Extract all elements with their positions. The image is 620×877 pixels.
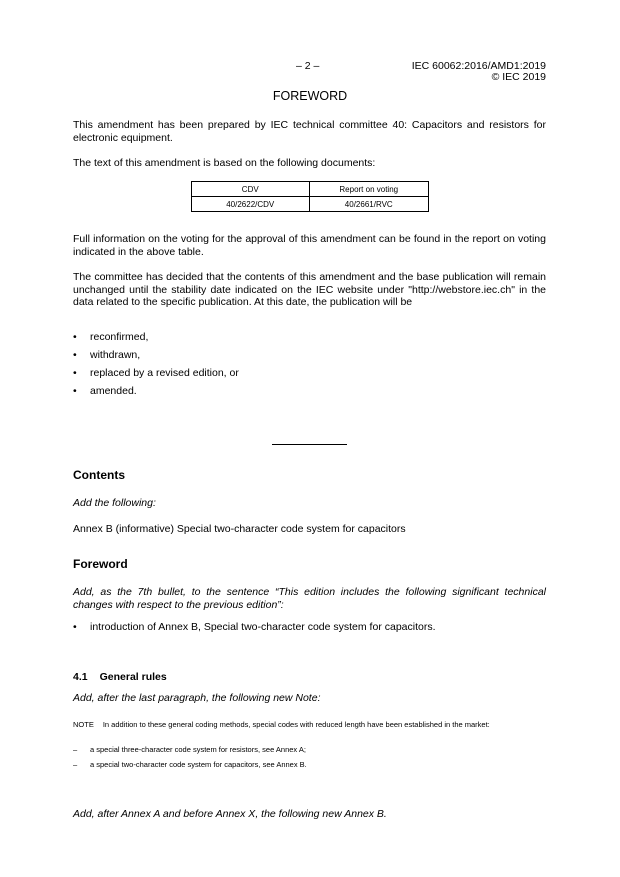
final-instruction: Add, after Annex A and before Annex X, the following new Annex B. xyxy=(73,808,387,820)
bullet-icon: • xyxy=(73,349,77,361)
page-number: – 2 – xyxy=(296,60,320,72)
bullet-icon: • xyxy=(73,331,77,343)
clause-heading xyxy=(73,671,167,684)
contents-instruction: Add the following: xyxy=(73,497,156,509)
bullet-icon: • xyxy=(73,385,77,397)
paragraph-prepared: This amendment has been prepared by IEC technical committee 40: Capacitors and resistors for electronic equipment. xyxy=(73,119,546,144)
foreword-heading: Foreword xyxy=(73,557,128,571)
clause-number: 4.1 xyxy=(73,671,88,683)
contents-entry: Annex B (informative) Special two-character code system for capacitors xyxy=(73,523,406,535)
table-row xyxy=(192,197,429,212)
copyright: © IEC 2019 xyxy=(491,71,546,83)
paragraph-voting-info: Full information on the voting for the approval of this amendment can be found in the report on voting indicated in the above table. xyxy=(73,233,546,258)
table-cell: 40/2622/CDV xyxy=(192,197,310,212)
dash-icon: – xyxy=(73,760,78,769)
dash-icon: – xyxy=(73,745,78,754)
note-block xyxy=(73,720,546,730)
foreword-instruction: Add, as the 7th bullet, to the sentence “This edition includes the following significant technical changes with respect to the previous edition”: xyxy=(73,586,546,611)
document-id: IEC 60062:2016/AMD1:2019 xyxy=(411,60,546,72)
foreword-title: FOREWORD xyxy=(272,89,348,103)
clause-instruction: Add, after the last paragraph, the following new Note: xyxy=(73,692,321,704)
table-header-cell: Report on voting xyxy=(309,182,429,197)
separator-rule xyxy=(272,444,347,445)
bullet-icon: • xyxy=(73,621,77,633)
table-header-row xyxy=(192,182,429,197)
voting-table xyxy=(191,181,429,212)
clause-title: General rules xyxy=(99,671,167,683)
table-header-cell: CDV xyxy=(192,182,310,197)
paragraph-committee: The committee has decided that the contents of this amendment and the base publication will remain unchanged until the stability date indicated on the IEC website under "http://webstore.iec.ch" in the data related to the specific publication. At this date, the publication will be xyxy=(73,271,546,308)
contents-heading: Contents xyxy=(73,468,125,482)
paragraph-based-on: The text of this amendment is based on the following documents: xyxy=(73,157,376,169)
bullet-icon: • xyxy=(73,367,77,379)
note-text: In addition to these general coding methods, special codes with reduced length have been established in the market: xyxy=(102,720,490,729)
table-cell: 40/2661/RVC xyxy=(309,197,429,212)
note-label: NOTE xyxy=(73,720,94,729)
document-page: – 2 – IEC 60062:2016/AMD1:2019 © IEC 2019 FOREWORD This amendment has been prepared by IEC technical committee 40: Capacitors and resistors for electronic equipment. The text of this amendment is based on the following documents: CDV Report on voting 40/2622/CDV 40/2661/RVC Full information on the voting for the approval of this amendment can be found in the report on voting indicated in the above table. The committee has decided that the contents of this amendment and the base publication will remain unchanged until the stability date indicated on the IEC website under "http://webstore.iec.ch" in the data related to the specific publication. At this date, the publication will be • reconfirmed, • withdrawn, • replaced by a revised edition, or • amended. Contents Add the following: Annex B (informative) Special two-character code system for capacitors Foreword Add, as the 7th bullet, to the sentence “This edition includes the following significant technical changes with respect to the previous edition”: • introduction of Annex B, Special two-character code system for capacitors. 4.1 General rules Add, after the last paragraph, the following new Note: NOTE In addition to these general coding methods, special codes with reduced length have been established in the market: – a special three-character code system for resistors, see Annex A; – a special two-character code system for capacitors, see Annex B. Add, after Annex A and before Annex X, the following new Annex B. xyxy=(0,0,620,877)
